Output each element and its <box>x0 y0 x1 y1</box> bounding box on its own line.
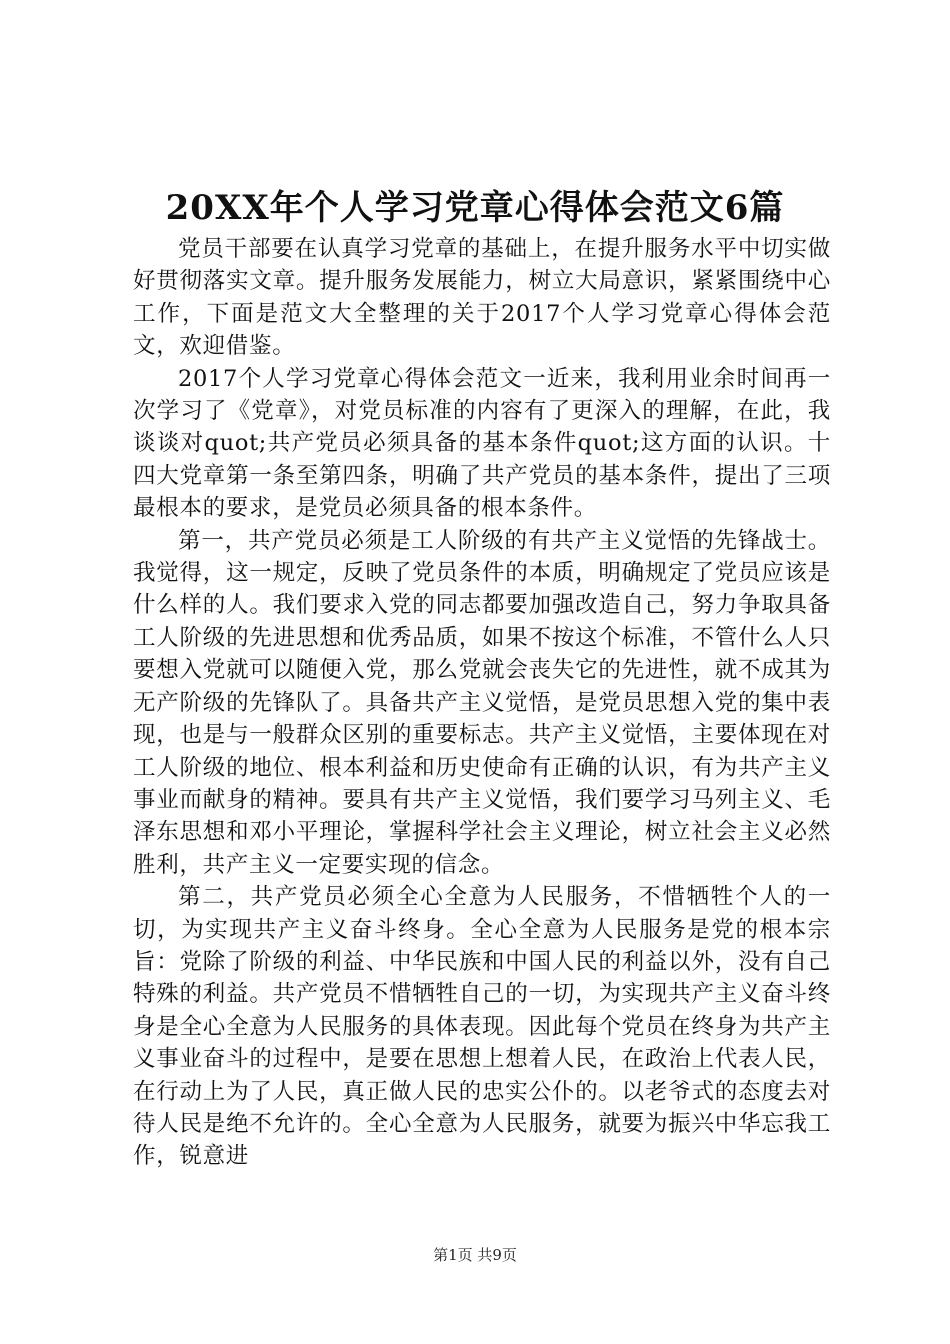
paragraph-point-two: 第二，共产党员必须全心全意为人民服务，不惜牺牲个人的一切，为实现共产主义奋斗终身。全心全意为人民服务是党的根本宗旨：党除了阶级的利益、中华民族和中国人民的利益以外，没有自己特殊的利益。共产党员不惜牺牲自己的一切，为实现共产主义奋斗终身是全心全意为人民服务的具体表现。因此每个党员在终身为共产主义事业奋斗的过程中，是要在思想上想着人民，在政治上代表人民，在行动上为了人民，真正做人民的忠实公仆的。以老爷式的态度去对待人民是绝不允许的。全心全意为人民服务，就要为振兴中华忘我工作，锐意进 <box>133 884 831 1170</box>
page-footer: 第1页 共9页 <box>433 1246 517 1264</box>
paragraph-point-one: 第一，共产党员必须是工人阶级的有共产主义觉悟的先锋战士。我觉得，这一规定，反映了党员条件的本质，明确规定了党员应该是什么样的人。我们要求入党的同志都要加强改造自己，努力争取具备工人阶级的先进思想和优秀品质，如果不按这个标准，不管什么人只要想入党就可以随便入党，那么党就会丧失它的先进性，就不成其为无产阶级的先锋队了。具备共产主义觉悟，是党员思想入党的集中表现，也是与一般群众区别的重要标志。共产主义觉悟，主要体现在对工人阶级的地位、根本利益和历史使命有正确的认识，有为共产主义事业而献身的精神。要具有共产主义觉悟，我们要学习马列主义、毛泽东思想和邓小平理论，掌握科学社会主义理论，树立社会主义必然胜利，共产主义一定要实现的信念。 <box>133 527 831 878</box>
document-body <box>133 233 831 1173</box>
document-title: 20XX年个人学习党章心得体会范文6篇 <box>165 188 785 228</box>
paragraph-essay-one-opening: 2017个人学习党章心得体会范文一近来，我利用业余时间再一次学习了《党章》，对党员标准的内容有了更深入的理解，在此，我谈谈对quot;共产党员必须具备的基本条件quot;这方面的认识。十四大党章第一条至第四条，明确了共产党员的基本条件，提出了三项最根本的要求，是党员必须具备的根本条件。 <box>133 365 831 522</box>
paragraph-intro: 党员干部要在认真学习党章的基础上，在提升服务水平中切实做好贯彻落实文章。提升服务发展能力，树立大局意识，紧紧围绕中心工作，下面是范文大全整理的关于2017个人学习党章心得体会范文，欢迎借鉴。 <box>133 236 831 360</box>
